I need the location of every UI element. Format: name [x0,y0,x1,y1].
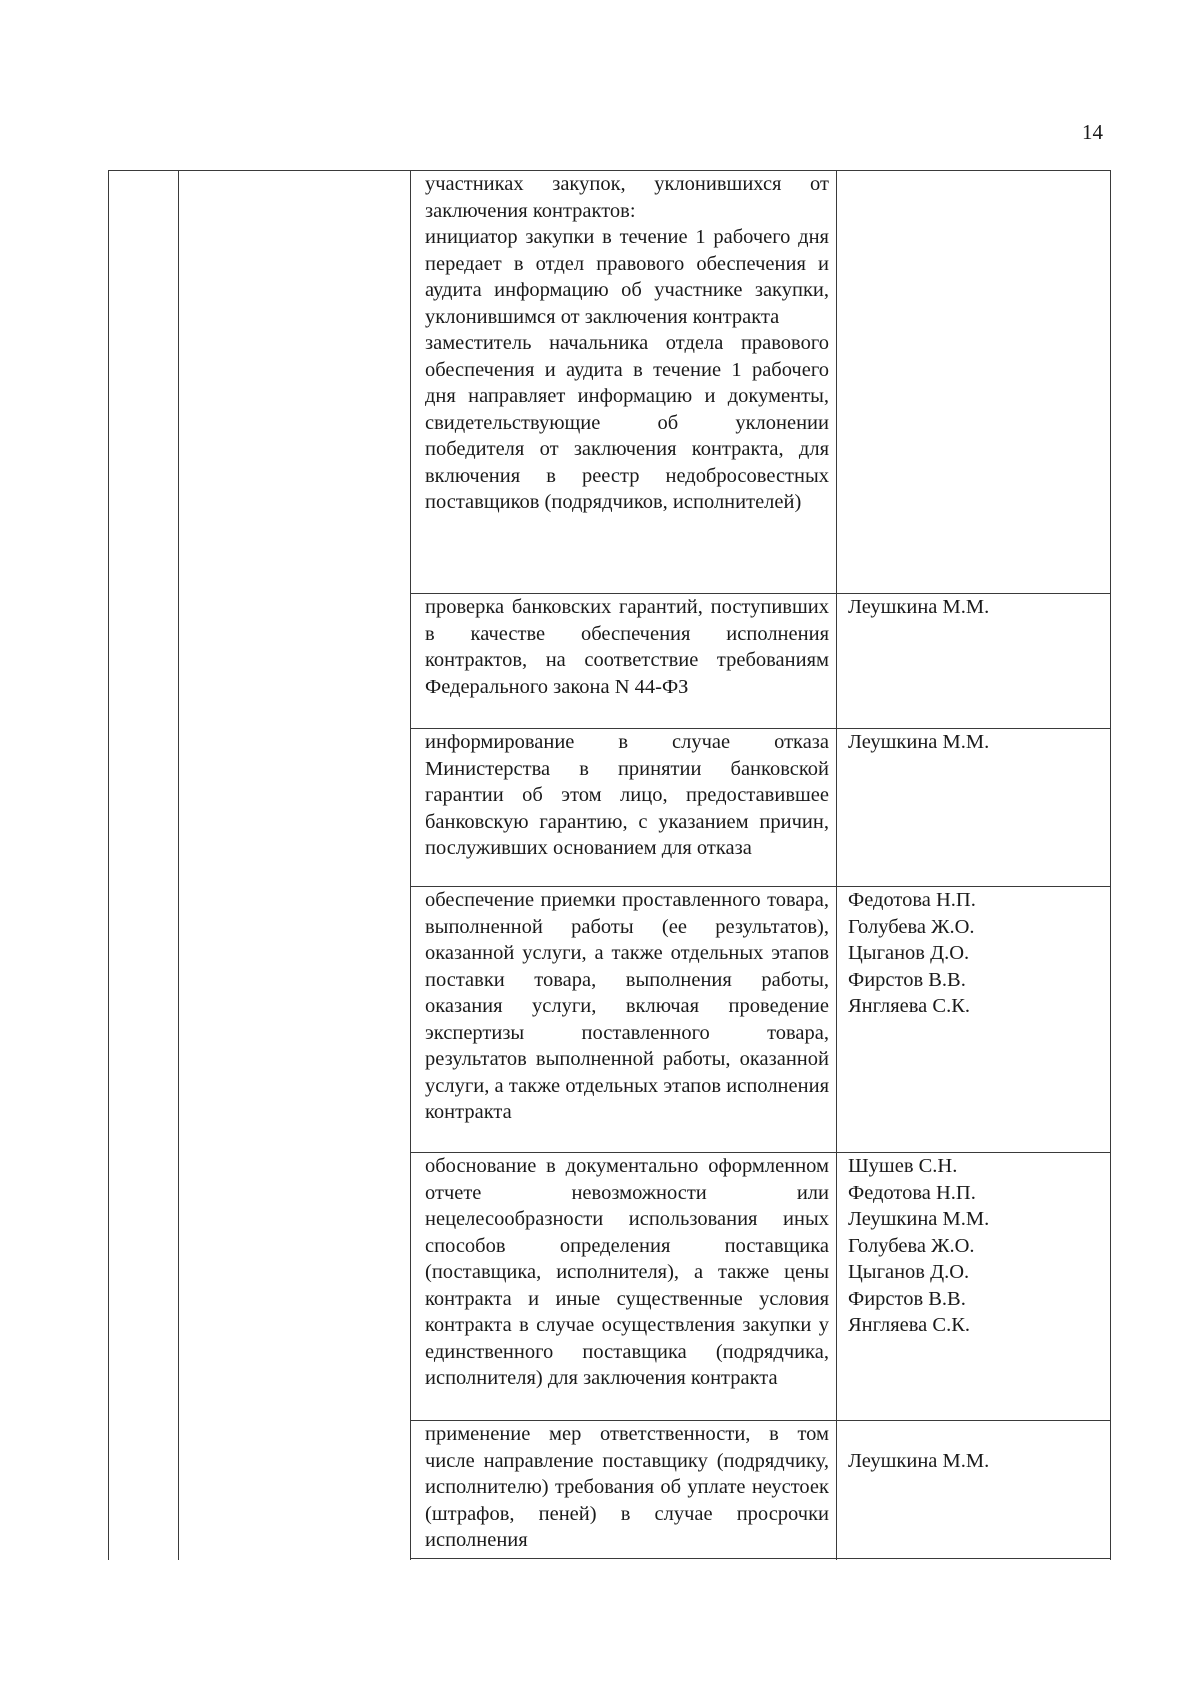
table-cell-responsible: Шушев С.Н. Федотова Н.П. Леушкина М.М. Голубева Ж.О. Цыганов Д.О. Фирстов В.В. Янгляева С.К. [848,1155,990,1336]
column-border-3 [410,170,411,1560]
page-number: 14 [1082,120,1103,144]
row-divider [410,1558,1111,1559]
table-cell-responsible: Федотова Н.П. Голубева Ж.О. Цыганов Д.О. Фирстов В.В. Янгляева С.К. [848,889,976,1017]
table-cell-responsible: Леушкина М.М. [848,731,990,753]
column-border-4 [836,170,837,1560]
column-border-2 [178,170,179,1560]
table-cell-responsible: Леушкина М.М. [848,1450,990,1472]
table-cell-duty: информирование в случае отказа Министерства в принятии банковской гарантии об этом лицо, предоставившее банковскую гарантию, с указанием причин, послуживших основанием для отказа [425,731,829,859]
column-border-1 [108,170,109,1560]
table-cell-duty: обоснование в документально оформленном отчете невозможности или нецелесообразности использования иных способов определения поставщика (поставщика, исполнителя), а также цены контракта и иные существенные условия контракта в случае осуществления закупки у единственного поставщика (подрядчика, исполнителя) для заключения контракта [425,1155,829,1389]
column-border-5 [1110,170,1111,1560]
table-cell-duty: участниках закупок, уклонившихся от заключения контрактов: инициатор закупки в течение 1 рабочего дня передает в отдел правового обеспечения и аудита информацию об участнике закупки, уклонившимся от заключения контракта заместитель начальника отдела правового обеспечения и аудита в течение 1 рабочего дня направляет информацию и документы, свидетельствующие об уклонении победителя от заключения контракта, для включения в реестр недобросовестных поставщиков (подрядчиков, исполнителей) [425,173,829,513]
table-cell-duty: обеспечение приемки проставленного товара, выполненной работы (ее результатов), оказанной услуги, а также отдельных этапов поставки товара, выполнения работы, оказания услуги, включая проведение экспертизы поставленного товара, результатов выполненной работы, оказанной услуги, а также отдельных этапов исполнения контракта [425,889,829,1123]
table-cell-duty: применение мер ответственности, в том числе направление поставщику (подрядчику, исполнителю) требования об уплате неустоек (штрафов, пеней) в случае просрочки исполнения [425,1423,829,1551]
table-cell-responsible: Леушкина М.М. [848,596,990,618]
table-cell-duty: проверка банковских гарантий, поступивших в качестве обеспечения исполнения контрактов, на соответствие требованиям Федерального закона N 44-ФЗ [425,596,829,698]
